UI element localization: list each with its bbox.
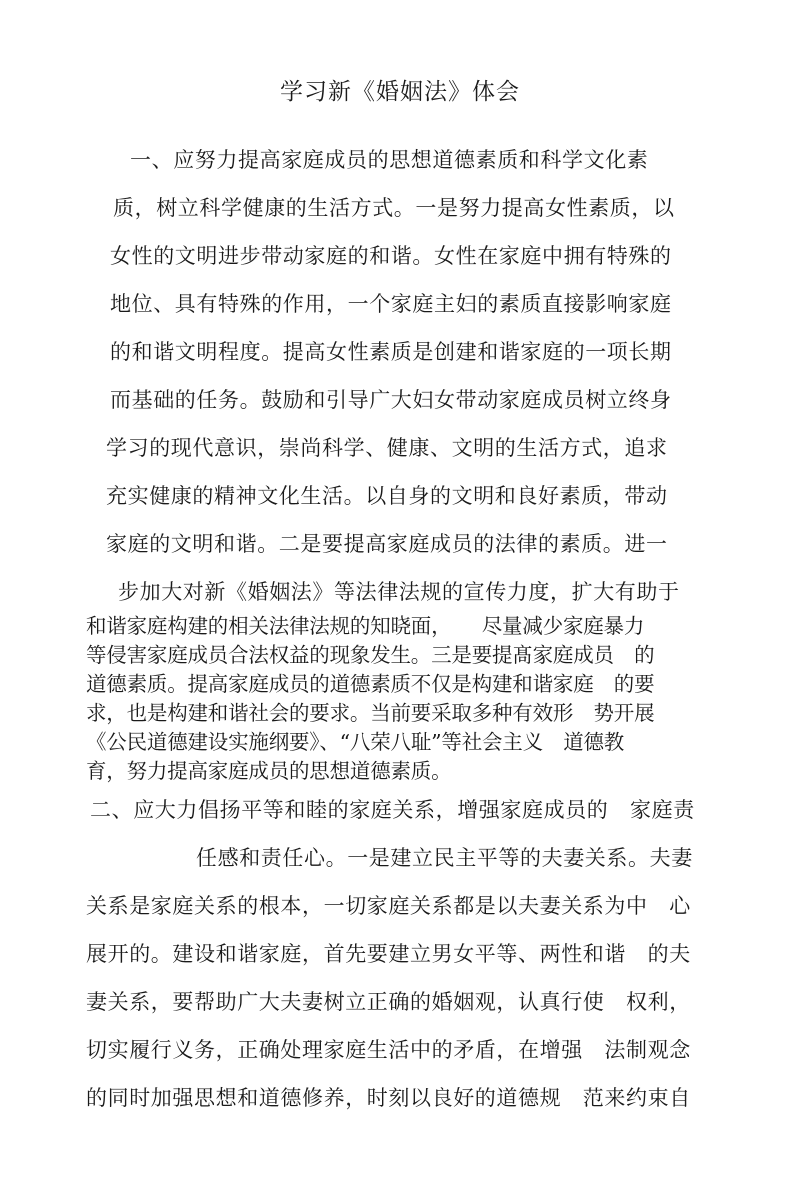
text-line: 育，努力提高家庭成员的思想道德素质。 [86,759,452,783]
text-line: 和谐家庭构建的相关法律法规的知晓面， 尽量减少家庭暴力 [86,614,645,638]
text-line: 充实健康的精神文化生活。以自身的文明和良好素质，带动 [106,484,668,508]
text-line: 展开的。建设和谐家庭，首先要建立男女平等、两性和谐 的夫 [86,942,691,966]
text-line: 《公民道德建设实施纲要》、“八荣八耻”等社会主义 道德教 [86,730,625,754]
text-line: 道德素质。提高家庭成员的道德素质不仅是构建和谐家庭 的要 [86,672,655,696]
text-line: 二、应大力倡扬平等和睦的家庭关系，增强家庭成员的 家庭责 [90,798,695,822]
text-line: 女性的文明进步带动家庭的和谐。女性在家庭中拥有特殊的 [110,244,672,268]
text-line: 步加大对新《婚姻法》等法律法规的宣传力度，扩大有助于 [118,580,680,604]
document-title: 学习新《婚姻法》体会 [280,79,520,105]
text-line: 而基础的任务。鼓励和引导广大妇女带动家庭成员树立终身 [110,388,672,412]
text-line: 学习的现代意识，崇尚科学、健康、文明的生活方式，追求 [106,436,668,460]
text-line: 的和谐文明程度。提高女性素质是创建和谐家庭的一项长期 [110,340,672,364]
text-line: 妻关系，要帮助广大夫妻树立正确的婚姻观，认真行使 权利， [86,990,691,1014]
text-line: 质，树立科学健康的生活方式。一是努力提高女性素质，以 [113,196,675,220]
text-line: 地位、具有特殊的作用，一个家庭主妇的素质直接影响家庭 [110,292,672,316]
text-line: 家庭的文明和谐。二是要提高家庭成员的法律的素质。进一 [106,532,668,556]
text-line: 一、应努力提高家庭成员的思想道德素质和科学文化素 [130,148,649,172]
text-line: 的同时加强思想和道德修养，时刻以良好的道德规 范来约束自 [86,1086,691,1110]
text-line: 求，也是构建和谐社会的要求。当前要采取多种有效形 势开展 [86,701,655,725]
text-line: 切实履行义务，正确处理家庭生活中的矛盾，在增强 法制观念 [86,1038,691,1062]
text-line: 关系是家庭关系的根本，一切家庭关系都是以夫妻关系为中 心 [86,894,691,918]
text-line: 等侵害家庭成员合法权益的现象发生。三是要提髙家庭成员 的 [86,643,655,667]
text-line: 任感和责任心。一是建立民主平等的夫妻关系。夫妻 [196,846,693,870]
